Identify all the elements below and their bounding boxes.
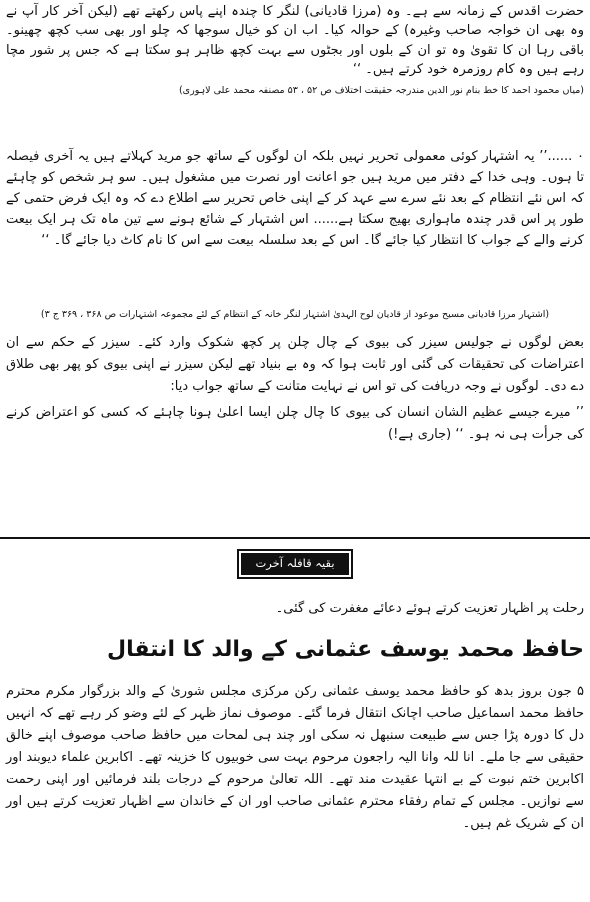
section-divider	[0, 537, 590, 539]
obituary-body: ۵ جون بروز بدھ کو حافظ محمد یوسف عثمانی رکن مرکزی مجلس شوریٰ کے والد بزرگوار مکرم محترم حافظ محمد اسماعیل صاحب اچانک انتقال فرما گئے۔ موصوف نماز ظہر کے لئے وضو کر رہے تھے کہ انہیں دل کا دورہ پڑا جس سے طبیعت سنبھل نہ سکی اور چند ہی لمحات میں حافظ صاحب موصوف اپنے خالق حقیقی سے جا ملے۔ انا للہ وانا الیہ راجعون مرحوم بہت سی خوبیوں کا خزینہ تھے۔ اکابرین علماء دیوبند اور اکابرین ختم نبوت کے بے انتہا عقیدت مند تھے۔ اللہ تعالیٰ مرحوم کے درجات بلند فرمائیں اور اپنی رحمت سے نوازیں۔ مجلس کے تمام رفقاء محترم عثمانی صاحب اور ان کے خاندان سے اظہار تعزیت کرتے ہیں اور ان کے شریک غم ہیں۔	[6, 684, 584, 831]
article-top	[6, 2, 584, 98]
article-paragraph-3	[6, 332, 584, 446]
section-badge-label: بقیہ قافلہ آخرت	[255, 556, 335, 571]
obituary-intro	[6, 599, 584, 618]
citation-2: (اشتہار مرزا قادیانی مسیح موعود از قادیان لوح الہدیٰ اشتہار لنگر خانہ کے انتظام کے لئے مجموعہ اشتہارات ص ۳۶۸ ، ۳۶۹ ج ۳)	[40, 309, 550, 320]
article-quote-2	[6, 146, 584, 251]
obituary-intro-line: رحلت پر اظہار تعزیت کرتے ہوئے دعائے مغفرت کی گئی۔	[275, 601, 584, 616]
paragraph-1: حضرت اقدس کے زمانہ سے ہے۔ وہ (مرزا قادیانی) لنگر کا چندہ اپنے پاس رکھتے تھے (لیکن آخر کار آپ نے وہ بھی ان خواجہ صاحب وغیرہ) کے حوالہ کیا۔ اب ان کو خیال سوجھا کہ چلو اور بھی سب کچھ چھینو۔ باقی رہا ان کا تقویٰ وہ تو ان کے بلوں اور بجٹوں سے بہت کچھ ظاہر ہو سکتا ہے کہ جس پر شور مچا رہے ہیں وہ کام روزمرہ خود کرتے ہیں۔ ‘‘	[6, 4, 584, 78]
quote-4: ’’ میرے جیسے عظیم الشان انسان کی بیوی کا چال چلن ایسا اعلیٰ ہونا چاہئے کہ کسی کو اعتراض کرنے کی جرأت ہی نہ ہو۔ ‘‘ (جاری ہے!)	[6, 405, 584, 442]
obituary-heading: حافظ محمد یوسف عثمانی کے والد کا انتقال	[107, 637, 584, 662]
article-citation-2	[6, 308, 584, 322]
obituary-body-block	[6, 681, 584, 835]
citation-1: (میاں محمود احمد کا خط بنام نور الدین مندرجہ حقیقت اختلاف ص ۵۲ ، ۵۳ مصنفہ محمد علی لاہوری)	[178, 84, 584, 96]
paragraph-3: بعض لوگوں نے جولیس سیزر کی بیوی کے چال چلن پر کچھ شکوک وارد کئے۔ سیزر کے حکم سے ان اعتراضات کی تحقیقات کی گئی اور ثابت ہوا کہ وہ بے بنیاد تھے لیکن سیزر نے اپنی بیوی کو پھر بھی طلاق دے دی۔ لوگوں نے وجہ دریافت کی تو اس نے نہایت متانت کے ساتھ جواب دیا:	[6, 335, 584, 394]
quote-2: ۰ ......’’ یہ اشتہار کوئی معمولی تحریر نہیں بلکہ ان لوگوں کے ساتھ جو مرید کہلاتے ہیں یہ آخری فیصلہ تا ہوں۔ وہی خدا کے دفتر میں مرید ہیں جو اعانت اور نصرت میں مشغول ہیں۔ سو ہر شخص کو چاہئے کہ اس نئے انتظام کے بعد نئے سرے سے عہد کر کے اپنی خاص تحریر سے اطلاع دے کہ وہ ایک فرض حتمی کے طور پر اس قدر چندہ ماہواری بھیج سکتا ہے...... اس اشتہار کے شائع ہونے سے تین ماہ تک ہر ایک بیعت کرنے والے کے جواب کا انتظار کیا جائے گا۔ اس کے بعد سلسلہ بیعت سے اس کا نام کاٹ دیا جائے گا۔ ‘‘	[6, 149, 584, 248]
section-badge	[237, 549, 353, 579]
